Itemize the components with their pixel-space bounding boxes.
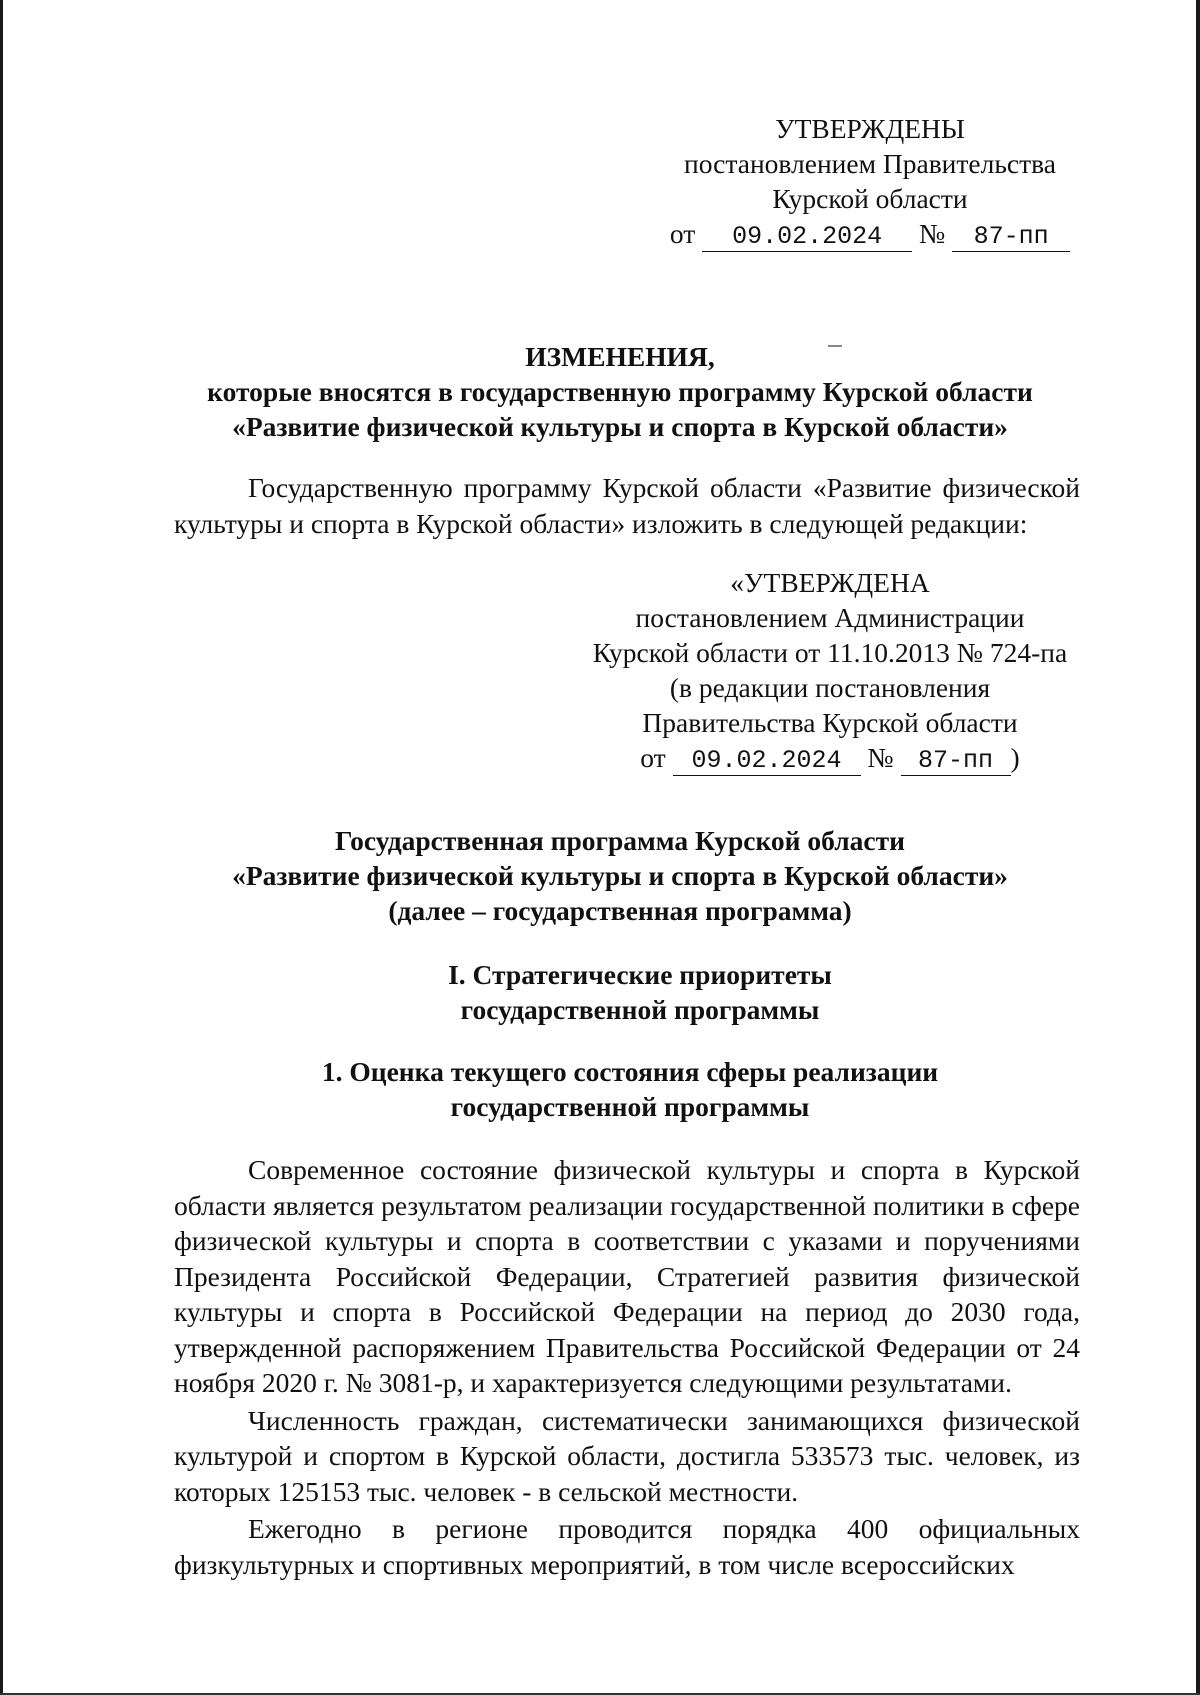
paragraph-1: Современное состояние физической культуры и спорта в Курской области является результатом реализации государственной политики в сфере физической культуры и спорта в соответствии с указами и поручениями Президента Российской Федерации, Стратегией развития физической культуры и спорта в Российской Федерации на период до 2030 года, утвержденной распоряжением Правительства Российской Федерации от 24 ноября 2020 г. № 3081-р, и характеризуется следующими результатами. [174, 1154, 1080, 1398]
approval2-date: 09.02.2024 [673, 747, 861, 776]
number-label: № [919, 218, 946, 249]
approval-number: 87-пп [952, 223, 1070, 252]
approval-date: 09.02.2024 [702, 223, 912, 252]
program-title-line-3: (далее – государственная программа) [388, 895, 852, 926]
intro-paragraph: Государственную программу Курской области «Развитие физической культуры и спорта в Курской области» изложить в следующей редакции: [174, 472, 1080, 539]
approval2-closing: ) [1010, 742, 1020, 773]
heading-title: ИЗМЕНЕНИЯ, [525, 341, 715, 372]
approval-line-2: Курской области [772, 183, 968, 214]
subsection-1-line-2: государственной программы [450, 1091, 810, 1122]
body-paragraphs [174, 1152, 1080, 1582]
approval2-line-3: (в редакции постановления [669, 672, 991, 703]
approval-block [660, 111, 1080, 252]
paragraph-3: Ежегодно в регионе проводится порядка 400 официальных физкультурных и спортивных мероприятий, в том числе всероссийских [174, 1513, 1080, 1580]
section-1-line-1: I. Стратегические приоритеты [448, 959, 832, 990]
from-label: от [640, 742, 666, 773]
approval2-date-line [575, 740, 1085, 776]
program-title-line-1: Государственная программа Курской области [335, 825, 905, 856]
section-1-heading [310, 957, 970, 1027]
approval2-block [575, 565, 1085, 776]
approval2-line-2: Курской области от 11.10.2013 № 724-па [592, 637, 1068, 668]
approval2-title: «УТВЕРЖДЕНА [730, 567, 930, 598]
scan-edge-right [1196, 0, 1200, 1695]
from-label: от [669, 218, 696, 249]
intro-paragraph-block [174, 470, 1080, 541]
approval-title: УТВЕРЖДЕНЫ [775, 113, 965, 144]
subsection-1-heading [200, 1054, 1060, 1124]
program-title-line-2: «Развитие физической культуры и спорта в Курской области» [232, 860, 1008, 891]
heading-line-1: которые вносятся в государственную программу Курской области [207, 376, 1033, 407]
subsection-1-line-1: 1. Оценка текущего состояния сферы реализации [321, 1056, 939, 1087]
section-1-line-2: государственной программы [460, 994, 820, 1025]
paragraph-2: Численность граждан, систематически занимающихся физической культурой и спортом в Курской области, достигла 533573 тыс. человек, из которых 125153 тыс. человек - в сельской местности. [174, 1404, 1080, 1507]
heading-line-2: «Развитие физической культуры и спорта в Курской области» [232, 411, 1008, 442]
approval2-line-4: Правительства Курской области [642, 707, 1018, 738]
approval-line-1: постановлением Правительства [684, 148, 1056, 179]
scan-edge-left [0, 0, 3, 1695]
program-title [150, 823, 1090, 928]
changes-heading [150, 339, 1090, 444]
approval2-line-1: постановлением Администрации [635, 602, 1025, 633]
approval-date-line [660, 216, 1080, 252]
approval2-number: 87-пп [901, 747, 1011, 776]
number-label: № [867, 742, 894, 773]
